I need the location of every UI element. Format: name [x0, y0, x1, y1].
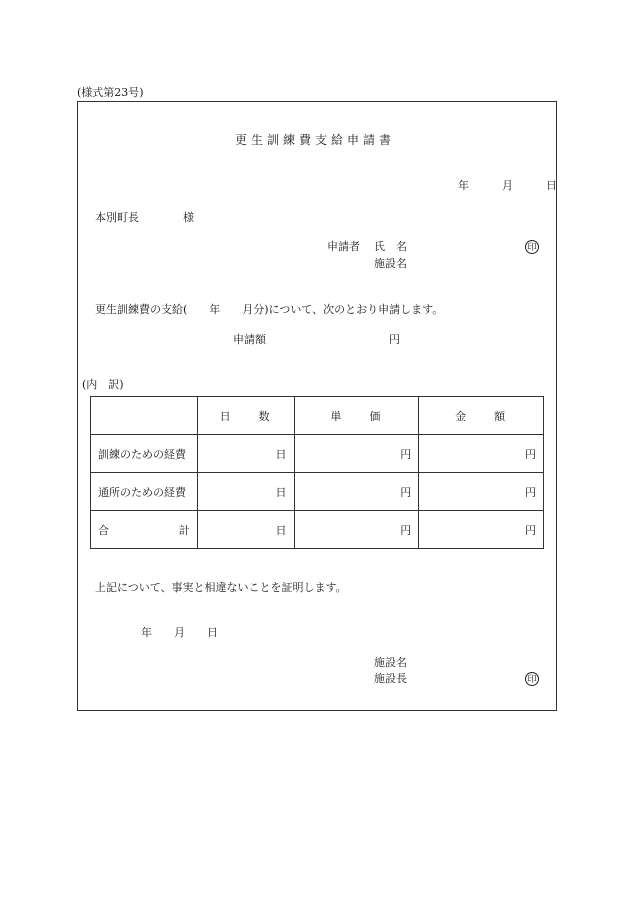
- applicant-seal-mark: 印: [525, 240, 539, 254]
- certification-date: 年 月 日: [141, 626, 218, 639]
- total-label-left: 合: [98, 523, 109, 537]
- header-unit-price: 単 価: [294, 397, 419, 435]
- header-blank: [91, 397, 198, 435]
- header-days: 日 数: [197, 397, 294, 435]
- document-title: 更生訓練費支給申請書: [234, 133, 395, 147]
- row-label: [91, 511, 198, 549]
- days-cell: 日: [197, 473, 294, 511]
- total-cell: 円: [419, 511, 544, 549]
- applicant-name-label: 氏 名: [374, 240, 407, 253]
- table-row: [91, 435, 544, 473]
- table-row-total: [91, 511, 544, 549]
- table-row: [91, 473, 544, 511]
- breakdown-table: [90, 396, 544, 549]
- form-number: (様式第23号): [77, 86, 144, 99]
- application-date: [458, 180, 557, 191]
- director-seal-mark: 印: [525, 672, 539, 686]
- certification-statement: 上記について、事実と相違ないことを証明します。: [95, 581, 347, 594]
- breakdown-label: (内 訳): [82, 378, 124, 391]
- applicant-label: 申請者: [327, 240, 360, 253]
- total-label-right: 計: [178, 523, 190, 537]
- amount-unit: 円: [389, 333, 400, 346]
- date-year: 年: [458, 179, 469, 192]
- row-label: 訓練のための経費: [91, 435, 198, 473]
- table-header-row: [91, 397, 544, 435]
- date-day: 日: [546, 179, 557, 192]
- certification-facility-label: 施設名: [374, 656, 407, 669]
- days-cell: 日: [197, 435, 294, 473]
- unit-price-cell: 円: [294, 473, 419, 511]
- row-label: 通所のための経費: [91, 473, 198, 511]
- addressee: 本別町長 様: [95, 211, 194, 224]
- total-cell: 円: [419, 435, 544, 473]
- certification-director-label: 施設長: [374, 672, 407, 685]
- amount-label: 申請額: [233, 333, 266, 346]
- total-cell: 円: [419, 473, 544, 511]
- request-sentence: 更生訓練費の支給( 年 月分)について、次のとおり申請します。: [95, 303, 444, 316]
- header-total: 金 額: [419, 397, 544, 435]
- date-month: 月: [502, 179, 513, 192]
- unit-price-cell: 円: [294, 511, 419, 549]
- unit-price-cell: 円: [294, 435, 419, 473]
- applicant-facility-label: 施設名: [374, 257, 407, 270]
- days-cell: 日: [197, 511, 294, 549]
